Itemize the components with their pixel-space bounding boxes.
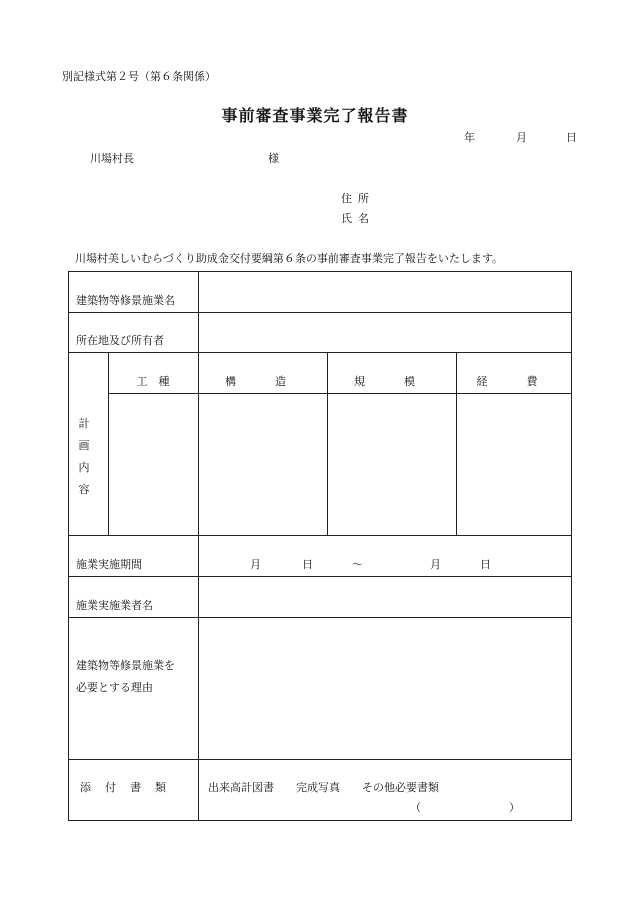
period-separator: 〜 xyxy=(352,558,363,571)
plan-label-char: 計 xyxy=(78,417,90,430)
plan-label-char: 容 xyxy=(78,483,90,496)
col-divider xyxy=(198,535,199,821)
attachments-label: 添付書類 xyxy=(80,781,180,794)
period-month-end: 月 xyxy=(430,558,441,571)
date-year: 年 xyxy=(464,131,475,144)
attachments-items: 出来高計図書 完成写真 その他必要書類 xyxy=(208,781,439,794)
reason-label xyxy=(76,655,175,699)
project-name-label: 建築物等修景施業名 xyxy=(76,294,175,307)
row-divider xyxy=(68,312,572,313)
reason-label-line: 必要とする理由 xyxy=(76,681,153,694)
honorific: 様 xyxy=(268,152,279,165)
location-owner-label: 所在地及び所有者 xyxy=(76,334,164,347)
column-header-work-type: 工 種 xyxy=(136,375,170,388)
scale-field[interactable] xyxy=(329,395,455,534)
attachments-other-field[interactable]: （ ） xyxy=(410,801,520,814)
name-label: 氏名 xyxy=(341,212,375,225)
row-divider xyxy=(68,617,572,618)
date-month: 月 xyxy=(516,131,527,144)
work-type-field[interactable] xyxy=(110,395,197,534)
column-header-scale: 規 模 xyxy=(354,375,429,388)
plan-label-char: 内 xyxy=(78,461,90,474)
col-divider xyxy=(198,271,199,352)
row-divider xyxy=(68,535,572,536)
row-divider xyxy=(108,393,572,394)
project-name-field[interactable] xyxy=(200,273,570,311)
contractor-field[interactable] xyxy=(200,578,570,616)
plan-label-char: 画 xyxy=(78,439,90,452)
row-divider xyxy=(68,576,572,577)
document-title: 事前審査事業完了報告書 xyxy=(221,106,409,125)
column-header-structure: 構 造 xyxy=(225,375,300,388)
addressee: 川場村長 xyxy=(90,152,134,165)
period-day-end: 日 xyxy=(480,558,491,571)
plan-content-label xyxy=(76,413,92,501)
row-divider xyxy=(68,759,572,760)
column-header-cost: 経 費 xyxy=(476,375,552,388)
intro-text: 川場村美しいむらづくり助成金交付要綱第６条の事前審査事業完了報告をいたします。 xyxy=(75,252,504,265)
row-divider xyxy=(68,352,572,353)
structure-field[interactable] xyxy=(200,395,326,534)
date-day: 日 xyxy=(566,131,577,144)
period-month-start: 月 xyxy=(250,558,261,571)
form-number: 別記様式第２号（第６条関係） xyxy=(62,70,216,83)
address-label: 住所 xyxy=(341,192,375,205)
cost-field[interactable] xyxy=(458,395,571,534)
contractor-label: 施業実施業者名 xyxy=(76,599,153,612)
period-day-start: 日 xyxy=(302,558,313,571)
reason-label-line: 建築物等修景施業を xyxy=(76,659,175,672)
period-label: 施業実施期間 xyxy=(76,558,142,571)
location-owner-field[interactable] xyxy=(200,314,570,351)
reason-field[interactable] xyxy=(200,619,570,758)
